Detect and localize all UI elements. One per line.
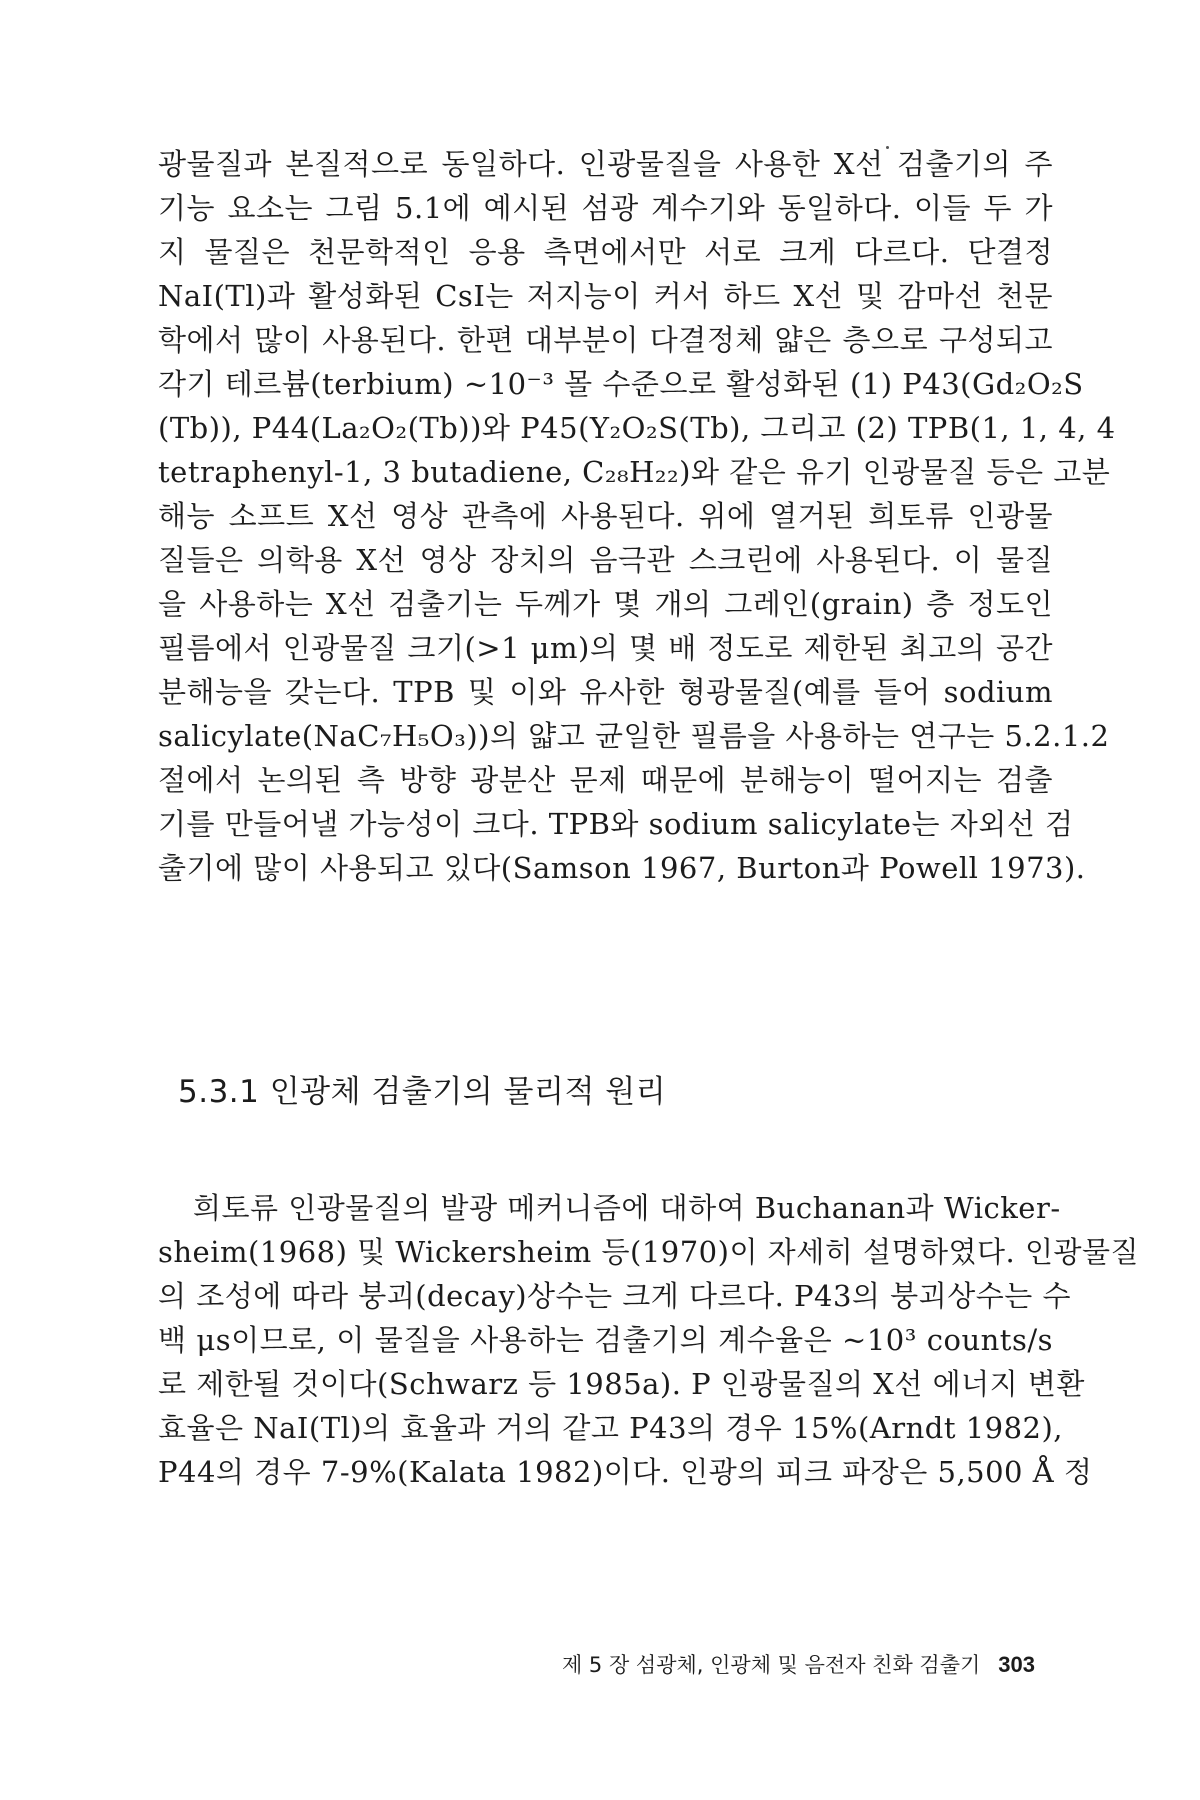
text-line: tetraphenyl-1, 3 butadiene, C₂₈H₂₂)와 같은 유기 인광물질 등은 고분 (158, 455, 1111, 489)
text-line: 각기 테르븀(terbium) ~10⁻³ 몰 수준으로 활성화된 (1) P43(Gd₂O₂S (158, 367, 1084, 401)
text-line: 절에서 논의된 측 방향 광분산 문제 때문에 분해능이 떨어지는 검출 (158, 763, 1053, 797)
text-line: 기능 요소는 그림 5.1에 예시된 섬광 계수기와 동일하다. 이들 두 가 (158, 191, 1053, 225)
text-line: 을 사용하는 X선 검출기는 두께가 몇 개의 그레인(grain) 층 정도인 (158, 587, 1053, 621)
text-line: 출기에 많이 사용되고 있다(Samson 1967, Burton과 Powell 1973). (158, 851, 1086, 885)
text-line: salicylate(NaC₇H₅O₃))의 얇고 균일한 필름을 사용하는 연구는 5.2.1.2 (158, 719, 1110, 753)
text-line: 로 제한될 것이다(Schwarz 등 1985a). P 인광물질의 X선 에너지 변환 (158, 1367, 1085, 1401)
text-line: 의 조성에 따라 붕괴(decay)상수는 크게 다르다. P43의 붕괴상수는 수 (158, 1279, 1071, 1313)
text-line: 기를 만들어낼 가능성이 크다. TPB와 sodium salicylate는 자외선 검 (158, 807, 1074, 841)
text-line: 질들은 의학용 X선 영상 장치의 음극관 스크린에 사용된다. 이 물질 (158, 543, 1053, 577)
text-line: 학에서 많이 사용된다. 한편 대부분이 다결정체 얇은 층으로 구성되고 (158, 323, 1053, 357)
page-number: 303 (998, 1652, 1035, 1677)
section-heading: 5.3.1 인광체 검출기의 물리적 원리 (178, 1074, 667, 1110)
text-line: P44의 경우 7-9%(Kalata 1982)이다. 인광의 피크 파장은 5,500 Å 정 (158, 1455, 1093, 1489)
text-line: NaI(Tl)과 활성화된 CsI는 저지능이 커서 하드 X선 및 감마선 천문 (158, 279, 1053, 313)
text-line: 필름에서 인광물질 크기(>1 μm)의 몇 배 정도로 제한된 최고의 공간 (158, 631, 1053, 665)
text-line: 광물질과 본질적으로 동일하다. 인광물질을 사용한 X선 검출기의 주 (158, 147, 1053, 181)
running-title: 제 5 장 섬광체, 인광체 및 음전자 친화 검출기 (561, 1653, 981, 1677)
text-line: sheim(1968) 및 Wickersheim 등(1970)이 자세히 설명하였다. 인광물질 (158, 1235, 1140, 1269)
text-line: 백 μs이므로, 이 물질을 사용하는 검출기의 계수율은 ~10³ counts/s (158, 1323, 1053, 1357)
page-footer (562, 1650, 1035, 1680)
text-line: 효율은 NaI(Tl)의 효율과 거의 같고 P43의 경우 15%(Arndt 1982), (158, 1411, 1064, 1445)
text-line: 해능 소프트 X선 영상 관측에 사용된다. 위에 열거된 희토류 인광물 (158, 499, 1053, 533)
text-line: 분해능을 갖는다. TPB 및 이와 유사한 형광물질(예를 들어 sodium (158, 675, 1053, 709)
text-line: 지 물질은 천문학적인 응용 측면에서만 서로 크게 다르다. 단결정 (158, 235, 1053, 269)
text-line: (Tb)), P44(La₂O₂(Tb))와 P45(Y₂O₂S(Tb), 그리고 (2) TPB(1, 1, 4, 4 (158, 411, 1116, 445)
text-line: 희토류 인광물질의 발광 메커니즘에 대하여 Buchanan과 Wicker- (193, 1191, 1061, 1225)
